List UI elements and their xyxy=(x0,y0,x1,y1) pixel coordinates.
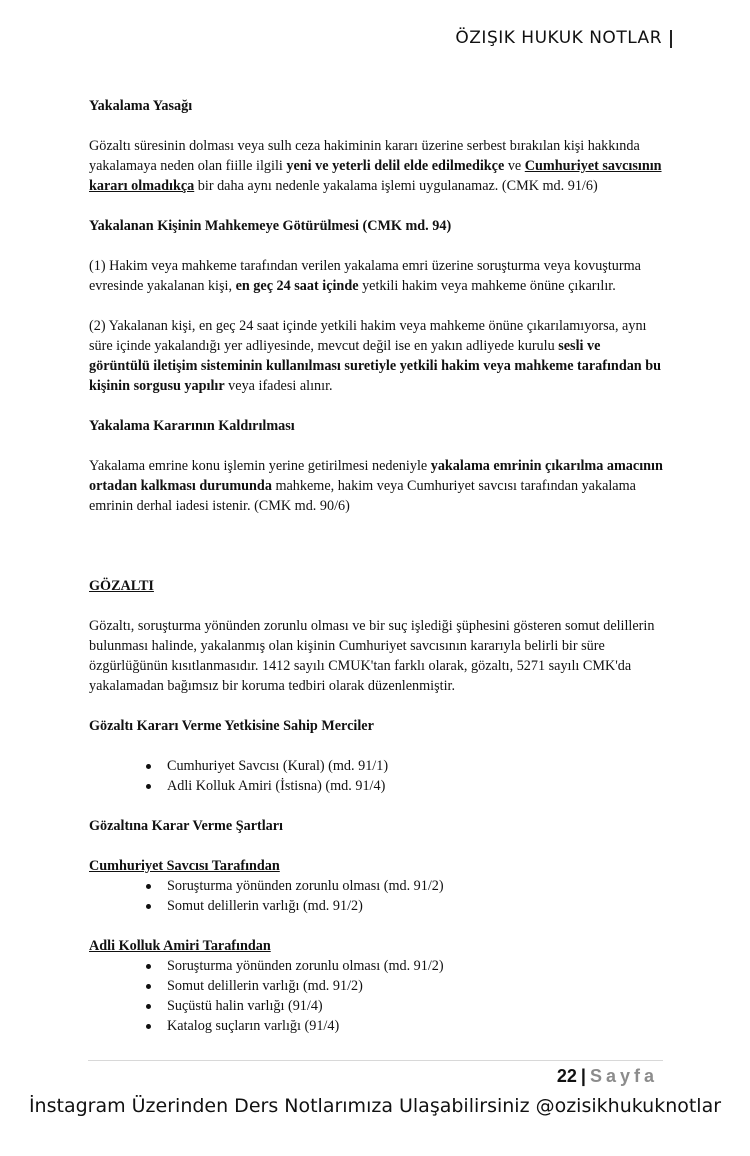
text: Yakalama emrine konu işlemin yerine getirilmesi nedeniyle xyxy=(89,458,431,474)
list-merciler xyxy=(89,756,664,796)
list-savci-sartlari xyxy=(89,876,664,916)
page-number xyxy=(557,1066,658,1087)
page-number-separator: | xyxy=(580,1066,586,1086)
list-item xyxy=(89,1016,664,1036)
emphasis-text: en geç 24 saat içinde xyxy=(235,278,359,294)
list-kolluk-sartlari xyxy=(89,956,664,1036)
text: mahkeme, hakim veya Cumhuriyet savcısı tarafından yakalama emrinin derhal iadesi istenir. (CMK md. 90/6) xyxy=(89,478,636,514)
text: yetkili hakim veya mahkeme önüne çıkarılır. xyxy=(358,278,616,294)
emphasis-underlined-text: Cumhuriyet savcısının kararı olmadıkça xyxy=(89,158,662,194)
list-item-text: Suçüstü halin varlığı (91/4) xyxy=(167,998,323,1014)
bullet-icon xyxy=(146,784,151,789)
list-item-text: Soruşturma yönünden zorunlu olması (md. 91/2) xyxy=(167,958,444,974)
list-item xyxy=(89,956,664,976)
header-title: ÖZIŞIK HUKUK NOTLAR xyxy=(455,28,662,48)
list-item xyxy=(89,976,664,996)
list-item-text: Somut delillerin varlığı (md. 91/2) xyxy=(167,898,363,914)
list-item xyxy=(89,876,664,896)
bullet-icon xyxy=(146,1004,151,1009)
list-item xyxy=(89,776,664,796)
emphasis-text: yakalama emrinin çıkarılma amacının ortadan kalkması durumunda xyxy=(89,458,663,494)
bullet-icon xyxy=(146,964,151,969)
text: Gözaltı süresinin dolması veya sulh ceza hakiminin kararı üzerine serbest bırakılan kişi hakkında yakalamaya neden olan fiille ilgili xyxy=(89,138,640,174)
paragraph-gozalti: Gözaltı, soruşturma yönünden zorunlu olması ve bir suç işlediği şüphesini gösteren somut delillerin bulunması halinde, yakalanmış olan kişinin Cumhuriyet savcısının kararıyla belirli bir süre özgürlüğünün kısıtlanmasıdır. 1412 sayılı CMUK'tan farklı olarak, gözaltı, 5271 sayılı CMK'da yakalamadan bağımsız bir koruma tedbiri olarak düzenlenmiştir. xyxy=(89,618,655,694)
list-item-text: Soruşturma yönünden zorunlu olması (md. 91/2) xyxy=(167,878,444,894)
page-label: Sayfa xyxy=(589,1066,658,1086)
page-number-value: 22 xyxy=(556,1066,577,1086)
section-title-sartlar: Gözaltına Karar Verme Şartları xyxy=(89,818,283,834)
list-item-text: Cumhuriyet Savcısı (Kural) (md. 91/1) xyxy=(167,758,389,774)
footer-divider xyxy=(88,1060,663,1061)
bullet-icon xyxy=(146,1024,151,1029)
section-title-merciler: Gözaltı Kararı Verme Yetkisine Sahip Merciler xyxy=(89,718,374,734)
bullet-icon xyxy=(146,884,151,889)
subsection-title-kolluk: Adli Kolluk Amiri Tarafından xyxy=(89,938,271,954)
footer-instagram-text: İnstagram Üzerinden Ders Notlarımıza Ulaşabilirsiniz @ozisikhukuknotlar xyxy=(28,1095,722,1117)
text: bir daha aynı nedenle yakalama işlemi uygulanamaz. (CMK md. 91/6) xyxy=(194,178,598,194)
list-item xyxy=(89,896,664,916)
list-item xyxy=(89,996,664,1016)
list-item xyxy=(89,756,664,776)
text: (2) Yakalanan kişi, en geç 24 saat içinde yetkili hakim veya mahkeme önüne çıkarılamıyorsa, aynı süre içinde yakalandığı yer adliyesinde, mevcut değil ise en yakın adliyede kurulu xyxy=(89,318,647,354)
header-divider xyxy=(670,30,672,48)
emphasis-text: sesli ve görüntülü iletişim sisteminin kullanılması suretiyle yetkili hakim veya mahkeme tarafından bu kişinin sorgusu yapılır xyxy=(89,338,662,394)
section-title-mahkemeye-goturulme: Yakalanan Kişinin Mahkemeye Götürülmesi (CMK md. 94) xyxy=(89,218,452,234)
subsection-title-savci: Cumhuriyet Savcısı Tarafından xyxy=(89,858,280,874)
bullet-icon xyxy=(146,984,151,989)
paragraph-karar-kaldirilmasi xyxy=(89,456,664,516)
paragraph-94-1 xyxy=(89,256,664,296)
section-title-yakalama-yasagi: Yakalama Yasağı xyxy=(89,98,193,114)
list-item-text: Adli Kolluk Amiri (İstisna) (md. 91/4) xyxy=(167,778,386,794)
page-content xyxy=(89,96,664,1036)
list-item-text: Katalog suçların varlığı (91/4) xyxy=(167,1018,340,1034)
paragraph-94-2 xyxy=(89,316,664,396)
bullet-icon xyxy=(146,904,151,909)
paragraph-yakalama-yasagi xyxy=(89,136,664,196)
emphasis-text: yeni ve yeterli delil elde edilmedikçe xyxy=(286,158,505,174)
text: veya ifadesi alınır. xyxy=(224,378,333,394)
list-item-text: Somut delillerin varlığı (md. 91/2) xyxy=(167,978,363,994)
text: ve xyxy=(504,158,525,174)
text: (1) Hakim veya mahkeme tarafından verilen yakalama emri üzerine soruşturma veya kovuşturma evresinde yakalanan kişi, xyxy=(89,258,641,294)
section-title-karar-kaldirilmasi: Yakalama Kararının Kaldırılması xyxy=(89,418,295,434)
section-title-gozalti: GÖZALTI xyxy=(89,578,154,594)
bullet-icon xyxy=(146,764,151,769)
